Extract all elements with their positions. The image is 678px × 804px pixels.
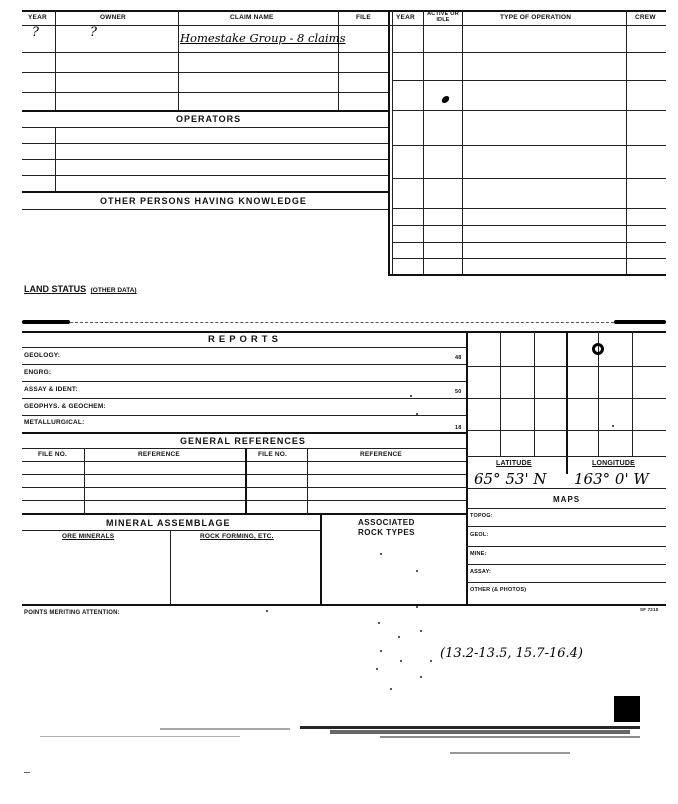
ore-minerals-label: ORE MINERALS (62, 533, 115, 540)
reports-geology: GEOLOGY: (24, 352, 61, 359)
maps-other: OTHER (& PHOTOS) (470, 587, 527, 593)
scan-block (614, 696, 640, 722)
maps-assay: ASSAY: (470, 569, 492, 575)
rock-types-label: ROCK TYPES (358, 528, 416, 537)
reports-geology-num: 48 (455, 355, 462, 361)
claim-name-header: CLAIM NAME (230, 14, 274, 21)
row1-year: ? (32, 25, 39, 40)
reports-metallurgical: METALLURGICAL: (24, 419, 85, 426)
file-header: FILE (356, 14, 371, 21)
maps-geol: GEOL: (470, 532, 489, 538)
row1-owner: ? (90, 25, 97, 40)
reports-assay: ASSAY & IDENT: (24, 386, 78, 393)
latitude-value: 65° 53' N (474, 470, 547, 488)
active-idle-header: ACTIVE OR IDLE (427, 11, 459, 23)
points-meriting-label: POINTS MERITING ATTENTION: (24, 610, 120, 616)
points-note: (13.2-13.5, 15.7-16.4) (440, 646, 583, 661)
land-status-sublabel: (OTHER DATA) (90, 287, 137, 294)
form-number: SF 7210 (640, 607, 659, 612)
gr-reference-1: REFERENCE (138, 451, 180, 458)
maps-title: MAPS (553, 495, 581, 504)
owner-header: OWNER (100, 14, 126, 21)
crew-header: CREW (635, 14, 656, 21)
other-persons-label: OTHER PERSONS HAVING KNOWLEDGE (100, 196, 307, 206)
year-header: YEAR (28, 14, 47, 21)
longitude-value: 163° 0' W (574, 470, 649, 488)
gr-file-no-1: FILE NO. (38, 451, 68, 458)
location-marker (592, 343, 604, 355)
gr-file-no-2: FILE NO. (258, 451, 288, 458)
gr-reference-2: REFERENCE (360, 451, 402, 458)
reports-metallurgical-num: 18 (455, 425, 462, 431)
row1-claim-name: Homestake Group - 8 claims (180, 31, 346, 45)
land-status-label: LAND STATUS (24, 284, 87, 294)
mineral-assemblage-title: MINERAL ASSEMBLAGE (106, 518, 231, 528)
maps-mine: MINE: (470, 551, 487, 557)
latitude-label: LATITUDE (496, 460, 532, 467)
type-of-operation-header: TYPE OF OPERATION (500, 14, 572, 21)
land-status (24, 279, 137, 297)
reports-assay-num: 50 (455, 389, 462, 395)
reports-title: REPORTS (208, 334, 282, 345)
rock-forming-label: ROCK FORMING, ETC. (200, 533, 274, 540)
associated-label: ASSOCIATED (358, 518, 415, 527)
year2-header: YEAR (396, 14, 415, 21)
longitude-label: LONGITUDE (592, 460, 636, 467)
general-references-title: GENERAL REFERENCES (180, 436, 306, 446)
operators-label: OPERATORS (176, 114, 242, 124)
reports-geophys: GEOPHYS. & GEOCHEM: (24, 403, 106, 410)
maps-topog: TOPOG: (470, 513, 493, 519)
reports-engrg: ENGRG: (24, 369, 52, 376)
